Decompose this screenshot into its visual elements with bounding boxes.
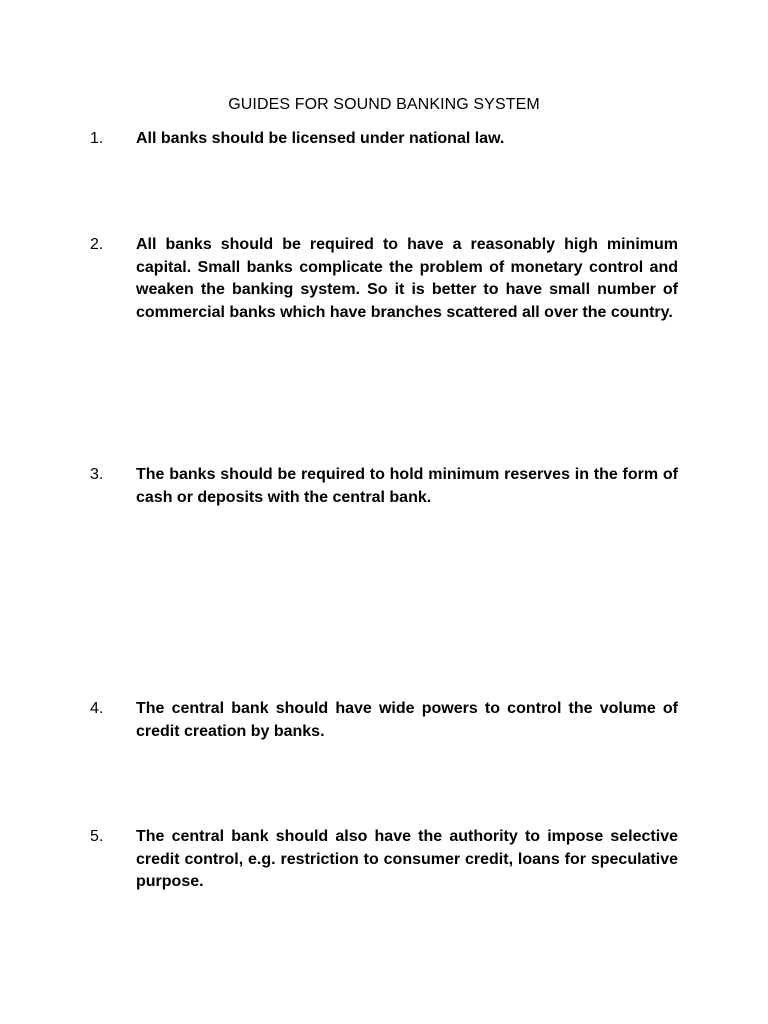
list-item-number: 1. <box>90 130 104 147</box>
list-item-3 <box>90 464 678 509</box>
list-item-2 <box>90 234 678 324</box>
list-item-number: 2. <box>90 236 104 253</box>
list-item-4 <box>90 698 678 743</box>
list-item-number: 3. <box>90 466 104 483</box>
list-item-text: All banks should be required to have a reasonably high minimum capital. Small banks complicate the problem of monetary control and weaken the banking system. So it is better to have small number of commercial banks which have branches scattered all over the country. <box>136 236 678 321</box>
list-item-text: The banks should be required to hold minimum reserves in the form of cash or deposits with the central bank. <box>136 466 678 506</box>
list-item-text: The central bank should also have the authority to impose selective credit control, e.g. restriction to consumer credit, loans for speculative purpose. <box>136 828 678 890</box>
list-item-text: The central bank should have wide powers to control the volume of credit creation by banks. <box>136 700 678 740</box>
document-title: GUIDES FOR SOUND BANKING SYSTEM <box>228 96 540 113</box>
list-item-text: All banks should be licensed under national law. <box>136 130 505 147</box>
list-item-number: 5. <box>90 828 104 845</box>
list-item-number: 4. <box>90 700 104 717</box>
list-item-1 <box>90 128 678 151</box>
list-item-5 <box>90 826 678 894</box>
